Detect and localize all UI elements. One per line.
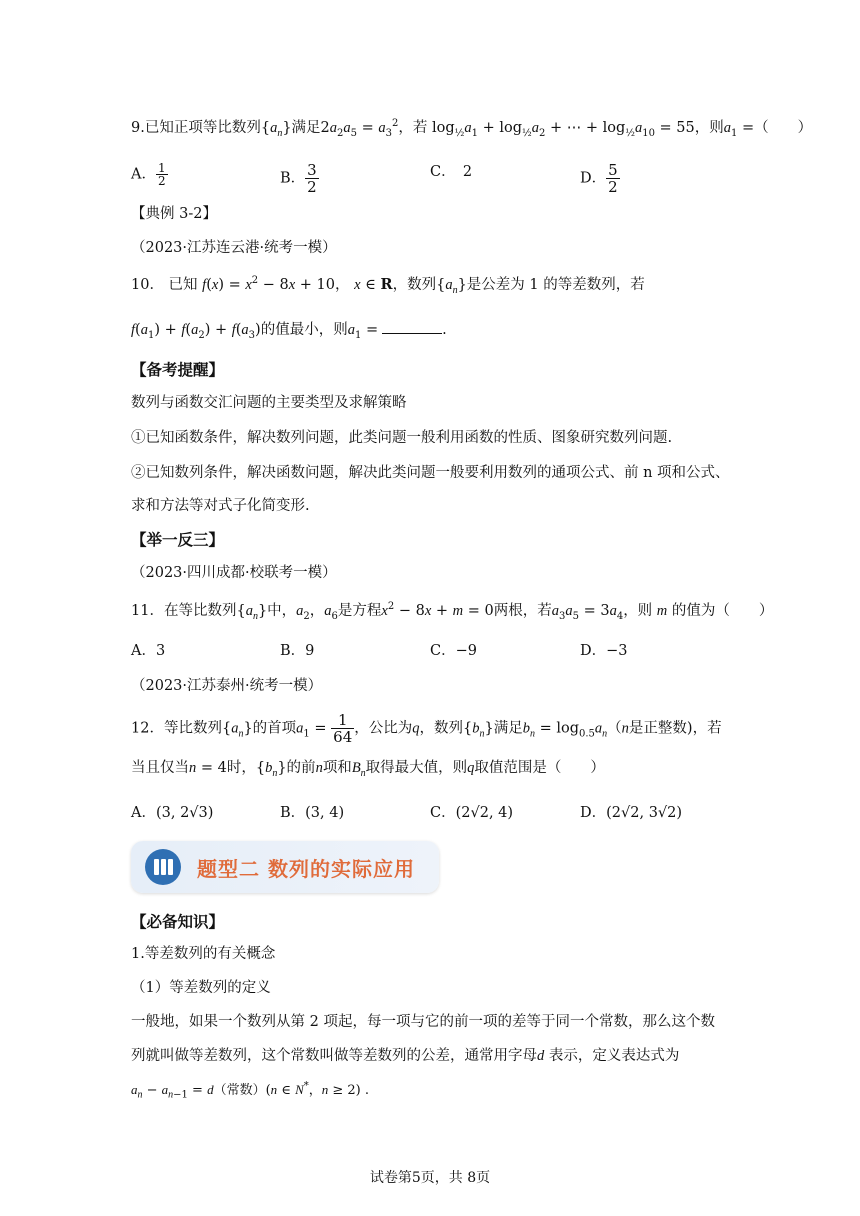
prep-line-1: 数列与函数交汇问题的主要类型及求解策略 — [131, 395, 407, 411]
q10-line2: $f(a_1) + f(a_2) + f(a_3)$的值最小，则$a_1$ = . — [131, 322, 447, 341]
q9-option-d: D． $\frac{5}{2}$ — [580, 161, 618, 196]
q12-option-b: B．(3, 4) — [280, 805, 345, 821]
k-line-2: （1）等差数列的定义 — [131, 980, 271, 996]
k-line-1: 1.等差数列的有关概念 — [131, 946, 276, 962]
source-12: （2023·江苏泰州·统考一模） — [131, 678, 323, 694]
prep-line-4: 求和方法等对式子化简变形. — [131, 498, 310, 514]
k-line-3: 一般地，如果一个数列从第 2 项起，每一项与它的前一项的差等于同一个常数，那么这个数 — [131, 1014, 715, 1030]
q12-option-c: C．(2√2, 4) — [430, 805, 514, 821]
source-11: （2023·四川成都·校联考一模） — [131, 565, 337, 581]
prep-line-2: ①已知函数条件，解决数列问题，此类问题一般利用函数的性质、图象研究数列问题. — [131, 430, 673, 446]
q11-option-c: C．−9 — [430, 643, 477, 659]
q9-option-a: A． $\frac{1}{2}$ — [131, 161, 166, 188]
q11-option-a: A．3 — [131, 643, 166, 659]
source-10: （2023·江苏连云港·统考一模） — [131, 240, 337, 256]
q12-line1: 12．等比数列$\{a_n\}$的首项$a_1$ = $\frac{1}{64}$ ，公比为q，数列$\{b_n\}$满足$b_n = \log_{0.5}a_n(n$是正整数)，若 — [131, 711, 722, 746]
q9-option-b: B． $\frac{3}{2}$ — [280, 161, 317, 196]
k-line-5: $a_n - a_{n-1} = d$（常数）(n ∈ N*，n ≥ 2) . — [131, 1080, 370, 1101]
page-footer: 试卷第5页，共 8页 — [369, 1170, 491, 1186]
q12-line2: 当且仅当n = 4时，$\{b_n\}$的前n项和$B_n$取得最大值，则q取值范围是（ ） — [131, 760, 605, 779]
prep-line-3: ②已知数列条件，解决函数问题，解决此类问题一般要利用数列的通项公式、前 n 项和公式、 — [131, 465, 730, 481]
q9-stem: 9.已知正项等比数列$\{a_n\}$满足$2a_2a_5 = a_3^2$，若 $\log_{\frac{1}{2}}a_1 + \log_{\frac{1}{2}}a_2$ + ⋯ + $\log_{\frac{1}{2}}a_{10} = 55$，则$a_1$ =（ ） — [131, 118, 813, 139]
banner-title: 题型二 数列的实际应用 — [197, 857, 415, 881]
extend-heading: 【举一反三】 — [131, 530, 225, 549]
example-label: 【典例 3-2】 — [131, 206, 217, 222]
q11-option-b: B．9 — [280, 643, 315, 659]
q11-option-d: D．−3 — [580, 643, 628, 659]
q12-option-a: A．(3, 2√3) — [131, 805, 214, 821]
q12-option-d: D．(2√2, 3√2) — [580, 805, 683, 821]
k-line-4: 列就叫做等差数列，这个常数叫做等差数列的公差，通常用字母d 表示，定义表达式为 — [131, 1048, 680, 1064]
books-icon — [145, 849, 181, 885]
q9-option-c: C． 2 — [430, 164, 473, 180]
knowledge-heading: 【必备知识】 — [131, 912, 225, 931]
answer-blank[interactable] — [382, 321, 442, 334]
section-banner — [131, 841, 439, 893]
q11-stem: 11．在等比数列$\{a_n\}$中，$a_2$，$a_6$是方程$x^2 - 8x + m = 0$两根，若$a_3a_5 = 3a_4$，则 m 的值为（ ） — [131, 601, 774, 622]
prep-heading: 【备考提醒】 — [131, 360, 225, 379]
q10-line1: 10． 已知 $f(x) = x^2 - 8x + 10$， x ∈ R，数列$\{a_n\}$是公差为 1 的等差数列，若 — [131, 275, 645, 296]
